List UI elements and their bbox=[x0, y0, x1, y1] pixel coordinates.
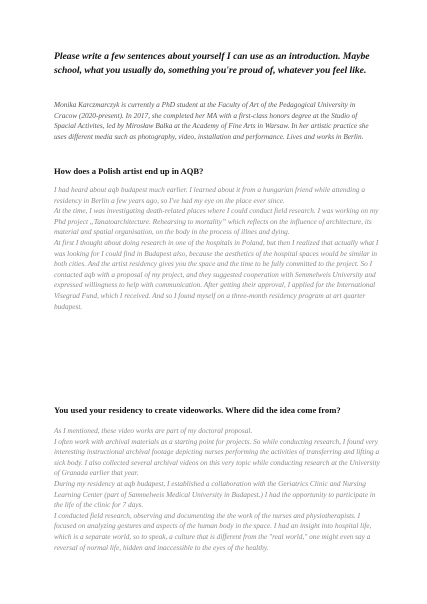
answer-2-paragraph-2: I often work with archival materials as a starting point for projects. So while conducting research, I found very interesting instructional archival footage depicting nurses performing the activities of transferring and lifting a sick body. I also collected several archival videos on this very topic while conducting research at the University of Granada earlier that year. bbox=[54, 436, 380, 478]
answer-2-paragraph-3: During my residency at aqb budapest, I established a collaboration with the Geriatrics Clinic and Nursing Learning Center (part of Sammelweis Medical University in Budapest.) I had the opportunity to participate in the life of the clinic for 7 days. bbox=[54, 478, 376, 510]
artist-bio: Monika Karczmarczyk is currently a PhD student at the Faculty of Art of the Pedagogical University in Cracow (2020-present). In 2017, she completed her MA with a first-class honors degree at the Studio of Spacial Activites, led by Mirosław Bałka at the Academy of Fine Arts in Warsaw. In her artistic practice she uses different media such as photography, video, installation and performance. Lives and works in Berlin. bbox=[54, 100, 369, 141]
question-heading-1: How does a Polish artist end up in AQB? bbox=[54, 166, 204, 176]
answer-2-paragraph-1: As I mentioned, these video works are part of my doctoral proposal. bbox=[54, 426, 253, 435]
question-heading-2: You used your residency to create videoworks. Where did the idea come from? bbox=[54, 405, 341, 415]
answer-1-paragraph-1: I had heard about aqb budapest much earlier. I learned about it from a hungarian friend while attending a residency in Berlin a few years ago, so I've had my eye on the place ever since. bbox=[54, 185, 365, 205]
answer-1-paragraph-3: At first I thought about doing research in one of the hospitals in Poland, but then I realized that actually what I was looking for I could find in Budapest also, because the aesthetics of the hospital spaces would be similar in both cities. And the artist residency gives you the space and the time to be fully committed to the project. So I contacted aqb with a proposal of my project, and they suggested cooperation with Semmelweis University and expressed willingness to help with communication. After getting their approval, I applied for the International Visegrad Fund, which I received. And so I found myself on a three-month residency program at art quarter budapest. bbox=[54, 237, 379, 311]
answer-2-paragraph-4: I conducted field research, observing and documenting the the work of the nurses and physiotherapists. I focused on analyzing gestures and aspects of the human body in the space. I had an insight into hospital life, which is a separate world, so to speak, a culture that is different from the "real world," one might even say a reversal of normal life, hidden and inaccessible to the eyes of the healthy. bbox=[54, 510, 372, 552]
answer-block-2 bbox=[54, 426, 380, 553]
intro-prompt: Please write a few sentences about yourself I can use as an introduction. Maybe school, what you usually do, something you're proud of, whatever you feel like. bbox=[54, 51, 370, 76]
answer-block-1 bbox=[54, 185, 380, 312]
answer-1-paragraph-2: At the time, I was investigating death-related places where I could conduct field research. I was working on my Phd project „Tanatoarchitecture. Rehearsing to mortality” which reflects on the influence of architecture, its material and spatial organisation, on the body in the process of illnes and dying. bbox=[54, 206, 379, 237]
